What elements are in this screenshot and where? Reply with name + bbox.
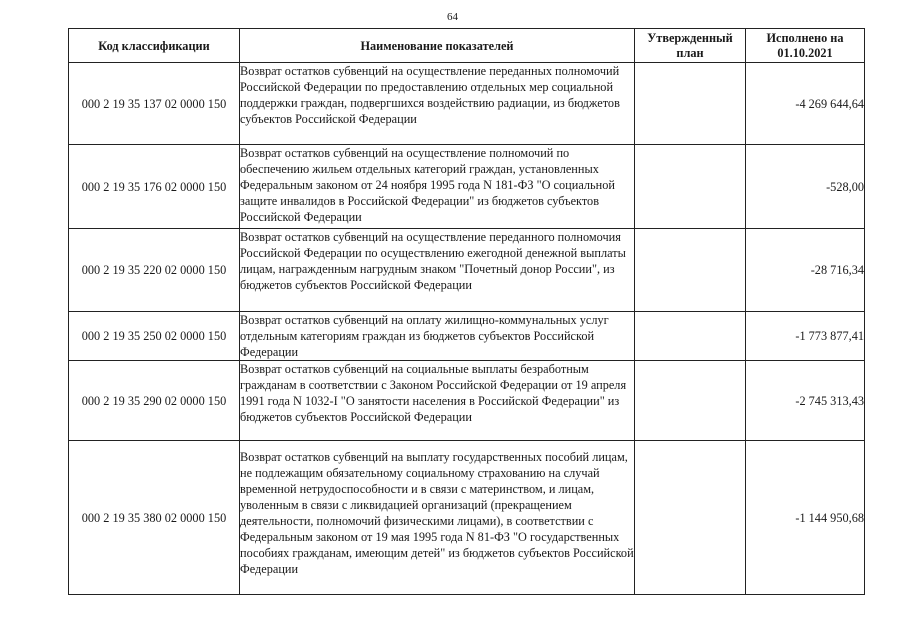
page-number: 64 <box>447 11 458 23</box>
row-plan <box>635 63 746 145</box>
table-row <box>69 63 865 145</box>
done-header-line1: Исполнено на <box>766 30 844 45</box>
plan-header-line2: план <box>676 45 704 60</box>
row-name: Возврат остатков субвенций на осуществление полномочий по обеспечению жильем отдельных категорий граждан, установленных Федеральным законом от 24 ноября 1995 года N 181-ФЗ "О социальной защите инвалидов в Российской Федерации" из бюджетов субъектов Российской Федерации <box>240 145 635 229</box>
row-name: Возврат остатков субвенций на социальные выплаты безработным гражданам в соответствии с Законом Российской Федерации от 19 апреля 1991 года N 1032-I "О занятости населения в Российской Федерации" из бюджетов субъектов Российской Федерации <box>240 361 635 441</box>
table-row <box>69 361 865 441</box>
table-row <box>69 145 865 229</box>
row-executed: -28 716,34 <box>746 229 865 312</box>
row-plan <box>635 229 746 312</box>
table-header-row <box>69 29 865 63</box>
row-code: 000 2 19 35 137 02 0000 150 <box>69 63 240 145</box>
budget-table <box>68 28 865 595</box>
row-name: Возврат остатков субвенций на выплату государственных пособий лицам, не подлежащим обязательному социальному страхованию на случай временной нетрудоспособности и в связи с материнством, и лицам, уволенным в связи с ликвидацией организаций (прекращением деятельности, полномочий физическими лицами), в соответствии с Федеральным законом от 19 мая 1995 года N 81-ФЗ "О государственных пособиях гражданам, имеющим детей" из бюджетов субъектов Российской Федерации <box>240 441 635 595</box>
row-plan <box>635 312 746 361</box>
row-executed: -1 144 950,68 <box>746 441 865 595</box>
column-header-name: Наименование показателей <box>240 29 635 63</box>
row-plan <box>635 361 746 441</box>
column-header-done <box>746 29 865 63</box>
table-row <box>69 312 865 361</box>
row-executed: -1 773 877,41 <box>746 312 865 361</box>
row-executed: -528,00 <box>746 145 865 229</box>
row-code: 000 2 19 35 176 02 0000 150 <box>69 145 240 229</box>
table-row <box>69 441 865 595</box>
row-code: 000 2 19 35 290 02 0000 150 <box>69 361 240 441</box>
column-header-code: Код классификации <box>69 29 240 63</box>
row-name: Возврат остатков субвенций на осуществление переданного полномочия Российской Федерации по осуществлению ежегодной денежной выплаты лицам, награжденным нагрудным знаком "Почетный донор России", из бюджетов субъектов Российской Федерации <box>240 229 635 312</box>
column-header-plan <box>635 29 746 63</box>
row-code: 000 2 19 35 220 02 0000 150 <box>69 229 240 312</box>
table-row <box>69 229 865 312</box>
row-name: Возврат остатков субвенций на осуществление переданных полномочий Российской Федерации по предоставлению отдельных мер социальной поддержки граждан, подвергшихся воздействию радиации, из бюджетов субъектов Российской Федерации <box>240 63 635 145</box>
done-header-line2: 01.10.2021 <box>777 45 833 60</box>
row-executed: -2 745 313,43 <box>746 361 865 441</box>
row-plan <box>635 145 746 229</box>
row-plan <box>635 441 746 595</box>
row-code: 000 2 19 35 250 02 0000 150 <box>69 312 240 361</box>
row-name: Возврат остатков субвенций на оплату жилищно-коммунальных услуг отдельным категориям граждан из бюджетов субъектов Российской Федерации <box>240 312 635 361</box>
plan-header-line1: Утвержденный <box>647 30 733 45</box>
row-code: 000 2 19 35 380 02 0000 150 <box>69 441 240 595</box>
row-executed: -4 269 644,64 <box>746 63 865 145</box>
